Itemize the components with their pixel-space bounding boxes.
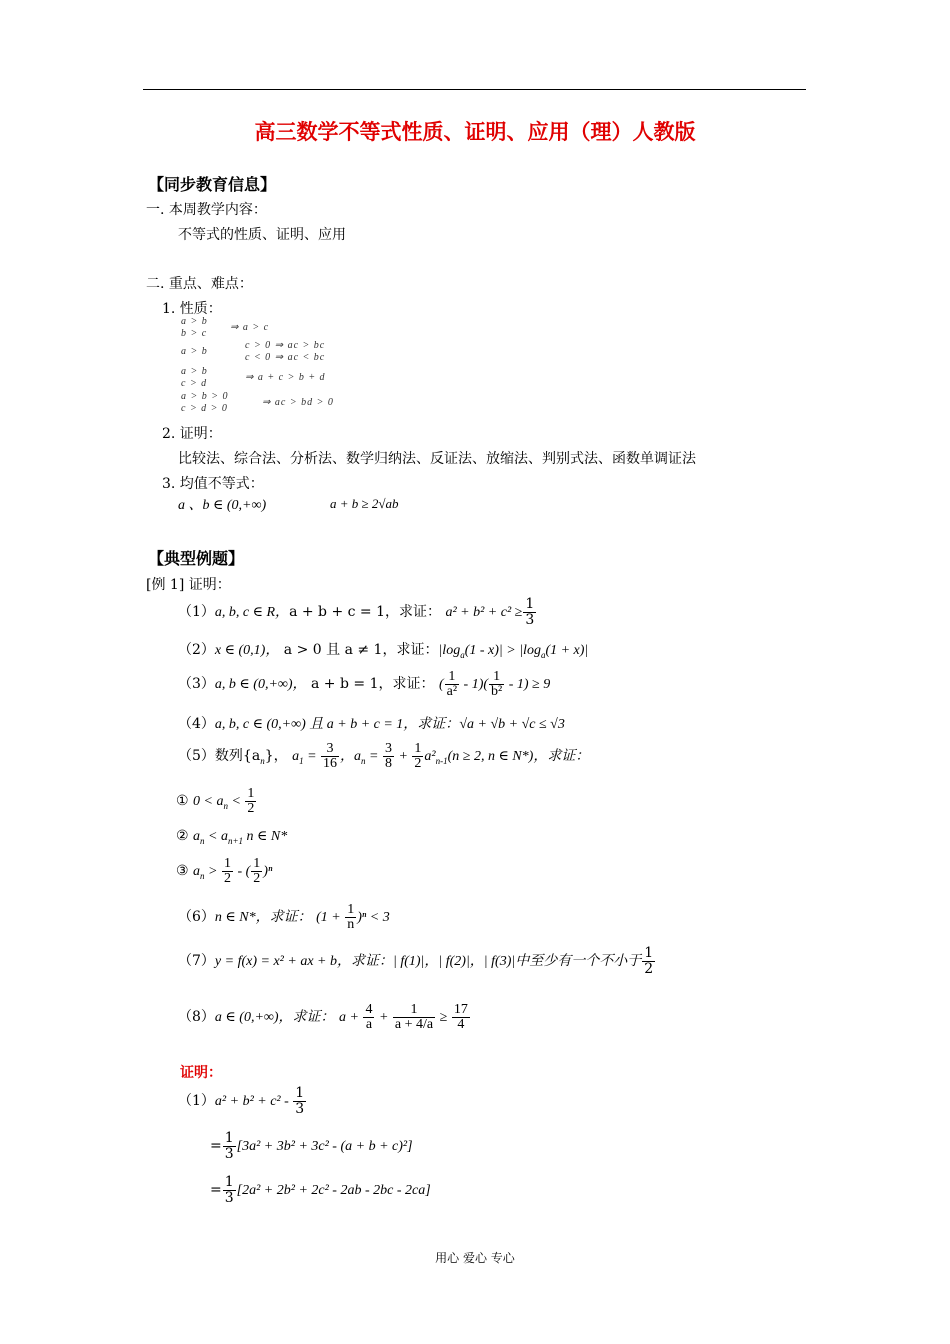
- proof-step-2: = $\frac{1}{3}$ [3a² + 3b² + 3c² - (a + b + c)²]: [210, 1129, 413, 1162]
- prop1-line-b: b > c: [181, 328, 208, 339]
- prop2-case-neg: c < 0 ⇒ ac < bc: [245, 352, 326, 363]
- prop4-line-a: a > b > 0: [181, 391, 229, 402]
- example-1-label: [例 1] 证明：: [146, 577, 231, 593]
- subclaim-1: ① $0 < a_n$ < $\frac{1}{2}$: [176, 785, 255, 817]
- prop4-conclusion: ⇒ ac > bd > 0: [262, 397, 334, 408]
- proof-methods-label: 2. 证明：: [162, 426, 222, 442]
- problem-6: （6）n ∈ N*，求证： (1 + $\frac{1}{n}$ )ⁿ < 3: [178, 901, 390, 933]
- problem-1: （1）a, b, c ∈ R，a + b + c = 1，求证： a² + b² + c² ≥ $\frac{1}{3}$: [178, 595, 535, 628]
- problem-8: （8）a ∈ (0,+∞)，求证： a + $\frac{4}{a}$ + $\frac{1}{a + 4/a}$ ≥ $\frac{17}{4}$: [178, 1001, 468, 1033]
- subclaim-2: ② $a_n < a_{n+1}$ n ∈ N*: [176, 828, 288, 846]
- proof-step-3: = $\frac{1}{3}$ [2a² + 2b² + 2c² - 2ab - 2bc - 2ca]: [210, 1173, 431, 1206]
- item-2-label: 二. 重点、难点：: [146, 276, 253, 292]
- property-label: 1. 性质：: [162, 301, 222, 317]
- problem-5: （5）数列$\{a_n\}$， $a_1$ = $\frac{3}{16}$ ，$a_n$ = $\frac{3}{8}$ + $\frac{1}{2}$ $a^2_{n-1}(n \ge 2$, n ∈ N*)，求证：: [178, 740, 590, 772]
- subclaim-3: ③ $a_n$ > $\frac{1}{2}$ - ( $\frac{1}{2}$ )ⁿ: [176, 855, 273, 887]
- prop3-line-a: a > b: [181, 366, 208, 377]
- problem-4: （4）a, b, c ∈ (0,+∞) 且 a + b + c = 1，求证：√a + √b + √c ≤ √3: [178, 716, 565, 732]
- header-rule: [143, 89, 806, 90]
- item-1-text: 不等式的性质、证明、应用: [178, 227, 346, 243]
- item-1-label: 一. 本周教学内容：: [146, 202, 267, 218]
- prop1-line-a: a > b: [181, 316, 208, 327]
- mean-inequality-domain: a 、b ∈ (0,+∞): [178, 498, 267, 513]
- problem-2: （2）x ∈ (0,1)， a > 0 且 a ≠ 1，求证：$|\log_a(1 - x)| > |\log_a(1 + x)|$: [178, 642, 589, 660]
- prop3-conclusion: ⇒ a + c > b + d: [245, 372, 326, 383]
- prop3-line-b: c > d: [181, 378, 208, 389]
- problem-7: （7）y = f(x) = x² + ax + b，求证：| f(1)|，| f(2)|，| f(3)|中至少有一个不小于 $\frac{1}{2}$: [178, 944, 654, 977]
- prop2-case-pos: c > 0 ⇒ ac > bc: [245, 340, 326, 351]
- section-heading-examples: 【典型例题】: [148, 549, 245, 568]
- problem-3: （3）a, b ∈ (0,+∞)， a + b = 1，求证： ( $\frac{1}{\text{a²}}$ - 1)( $\frac{1}{\text{b²}}$ - 1) ≥ 9: [178, 668, 551, 700]
- document-title: 高三数学不等式性质、证明、应用（理）人教版: [254, 120, 696, 144]
- proof-step-1: （1）a² + b² + c² - $\frac{1}{3}$: [178, 1084, 305, 1117]
- proof-methods-text: 比较法、综合法、分析法、数学归纳法、反证法、放缩法、判别式法、函数单调证法: [178, 451, 696, 467]
- section-heading-sync: 【同步教育信息】: [148, 175, 277, 194]
- prop2-premise: a > b: [181, 346, 208, 357]
- prop4-line-b: c > d > 0: [181, 403, 228, 414]
- page-footer: 用心 爱心 专心: [435, 1251, 515, 1265]
- mean-inequality-formula: a + b ≥ 2√ab: [330, 496, 399, 511]
- prop1-conclusion: ⇒ a > c: [230, 322, 270, 333]
- mean-inequality-label: 3. 均值不等式：: [162, 476, 264, 492]
- proof-label: 证明：: [180, 1065, 222, 1081]
